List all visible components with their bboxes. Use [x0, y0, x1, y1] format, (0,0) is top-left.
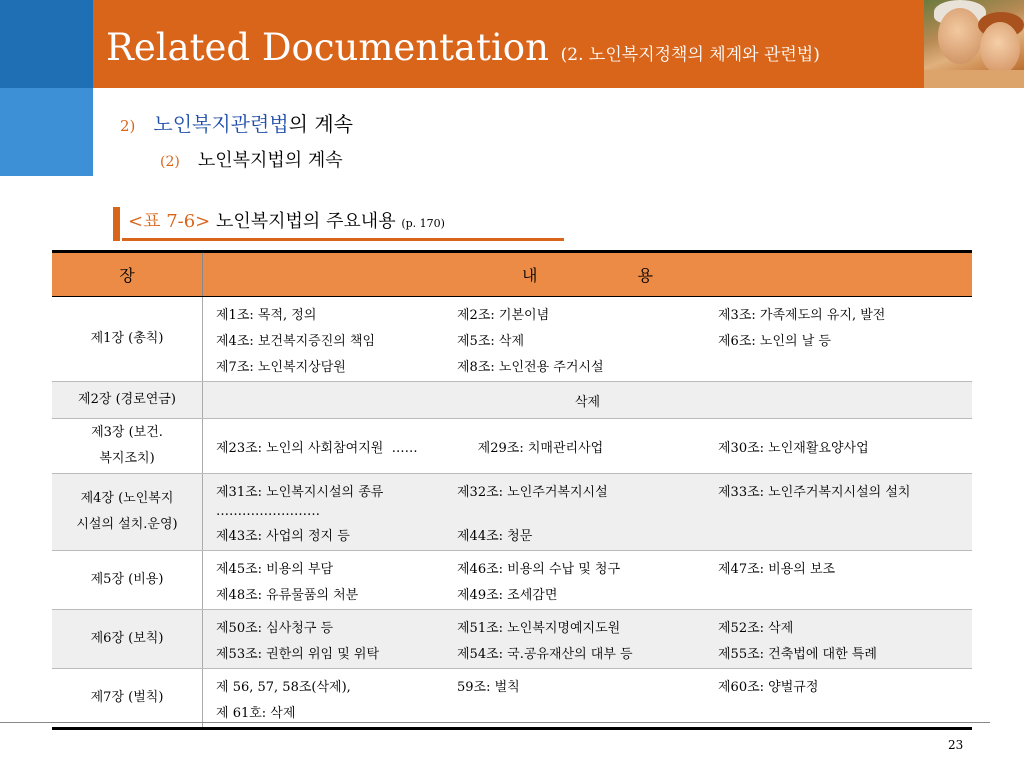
article-item: 제50조: 심사청구 등: [216, 620, 334, 636]
article-item: 제54조: 국.공유재산의 대부 등: [457, 646, 633, 662]
caption-underline: [122, 238, 564, 241]
chapter-cell: [52, 297, 203, 382]
slide-title: [106, 26, 820, 69]
article-item: 제47조: 비용의 보조: [718, 561, 836, 577]
article-item: 제33조: 노인주거복지시설의 설치: [718, 484, 911, 500]
outline-1-number: 2): [120, 117, 136, 135]
article-item: 제 56, 57, 58조(삭제),: [216, 679, 351, 695]
article-item: 제43조: 사업의 정지 등: [216, 528, 350, 544]
table-row: [52, 610, 972, 669]
article-item: 제31조: 노인복지시설의 종류: [216, 484, 384, 500]
article-item: 제3조: 가족제도의 유지, 발전: [718, 307, 886, 323]
header-chapter: 장: [52, 252, 203, 297]
article-item: 제7조: 노인복지상담원: [216, 359, 346, 375]
elderly-couple-photo: [924, 0, 1024, 88]
content-cell: [203, 610, 973, 669]
article-item: 제32조: 노인주거복지시설: [457, 484, 608, 500]
article-item: 제 61호: 삭제: [216, 705, 296, 721]
outline-1-rest: 의 계속: [288, 112, 353, 136]
article-item: 제44조: 청문: [457, 528, 533, 544]
table-row: [52, 419, 972, 474]
law-contents-table: [52, 250, 972, 730]
article-item: 제49조: 조세감면: [457, 587, 558, 603]
chapter-label: 복지조치): [99, 451, 155, 466]
article-item: 제5조: 삭제: [457, 333, 525, 349]
chapter-label: 제3장 (보건.: [91, 425, 163, 440]
article-item: 제29조: 치매관리사업: [457, 440, 604, 456]
chapter-cell: [52, 610, 203, 669]
header-blue-block-bottom: [0, 88, 93, 176]
header-content-right: 용: [637, 266, 653, 285]
chapter-cell: [52, 669, 203, 729]
table-row: [52, 551, 972, 610]
content-cell: [203, 551, 973, 610]
caption-text: 노인복지법의 주요내용: [210, 211, 402, 232]
article-item: 제6조: 노인의 날 등: [718, 333, 831, 349]
header-content-left: 내: [522, 266, 538, 285]
caption-accent-bar: [113, 207, 120, 241]
chapter-label: 시설의 설치.운영): [76, 517, 178, 532]
chapter-label: 제6장 (보칙): [90, 631, 164, 646]
header-blue-block-top: [0, 0, 93, 88]
outline-level-2: [160, 146, 343, 172]
outline-2-rest: 의 계속: [284, 150, 343, 171]
outline-2-number: (2): [160, 154, 180, 170]
content-item: 삭제: [574, 394, 601, 410]
page-number: 23: [948, 738, 964, 752]
article-item: 제55조: 건축법에 대한 특례: [718, 646, 877, 662]
article-item: 제45조: 비용의 부담: [216, 561, 334, 577]
chapter-label: 제2장 (경로연금): [78, 392, 176, 407]
outline-2-text: 노인복지법: [197, 150, 285, 171]
article-item: 제23조: 노인의 사회참여지원 ……: [216, 440, 418, 456]
table-row: [52, 297, 972, 382]
content-cell: [203, 669, 973, 729]
article-item: 제8조: 노인전용 주거시설: [457, 359, 604, 375]
title-main: Related Documentation: [106, 26, 549, 69]
chapter-label: 제5장 (비용): [90, 572, 164, 587]
article-item: 제2조: 기본이념: [457, 307, 550, 323]
header-content: [203, 252, 973, 297]
chapter-cell: [52, 419, 203, 474]
article-item: 제51조: 노인복지명예지도원: [457, 620, 621, 636]
article-item: 제53조: 권한의 위임 및 위탁: [216, 646, 380, 662]
outline-level-1: [120, 108, 353, 137]
caption-page: (p. 170): [401, 217, 445, 230]
article-item: 59조: 벌칙: [457, 679, 520, 695]
table-row: [52, 669, 972, 729]
content-cell: [203, 419, 973, 474]
table-row: [52, 474, 972, 551]
article-item: 제4조: 보건복지증진의 책임: [216, 333, 376, 349]
outline-1-highlight: 노인복지관련법: [153, 112, 289, 136]
article-item: 제30조: 노인재활요양사업: [718, 440, 869, 456]
header-divider: [93, 88, 1024, 90]
table-header-row: [52, 252, 972, 297]
chapter-cell: [52, 474, 203, 551]
title-subtitle: (2. 노인복지정책의 체계와 관련법): [560, 45, 820, 65]
article-item: ……………………: [216, 504, 320, 519]
content-cell: [203, 382, 973, 419]
content-cell: [203, 297, 973, 382]
caption-label: <표 7-6>: [128, 211, 211, 232]
article-item: 제60조: 양벌규정: [718, 679, 819, 695]
article-item: 제46조: 비용의 수납 및 청구: [457, 561, 621, 577]
article-item: 제1조: 목적, 정의: [216, 307, 317, 323]
content-cell: [203, 474, 973, 551]
article-item: 제52조: 삭제: [718, 620, 794, 636]
chapter-label: 제1장 (총칙): [90, 331, 164, 346]
table-row: [52, 382, 972, 419]
table-caption: [128, 207, 445, 233]
footer-line: [0, 722, 990, 723]
chapter-cell: [52, 382, 203, 419]
chapter-label: 제7장 (벌칙): [90, 690, 164, 705]
chapter-label: 제4장 (노인복지: [80, 491, 174, 506]
article-item: 제48조: 유류물품의 처분: [216, 587, 359, 603]
chapter-cell: [52, 551, 203, 610]
